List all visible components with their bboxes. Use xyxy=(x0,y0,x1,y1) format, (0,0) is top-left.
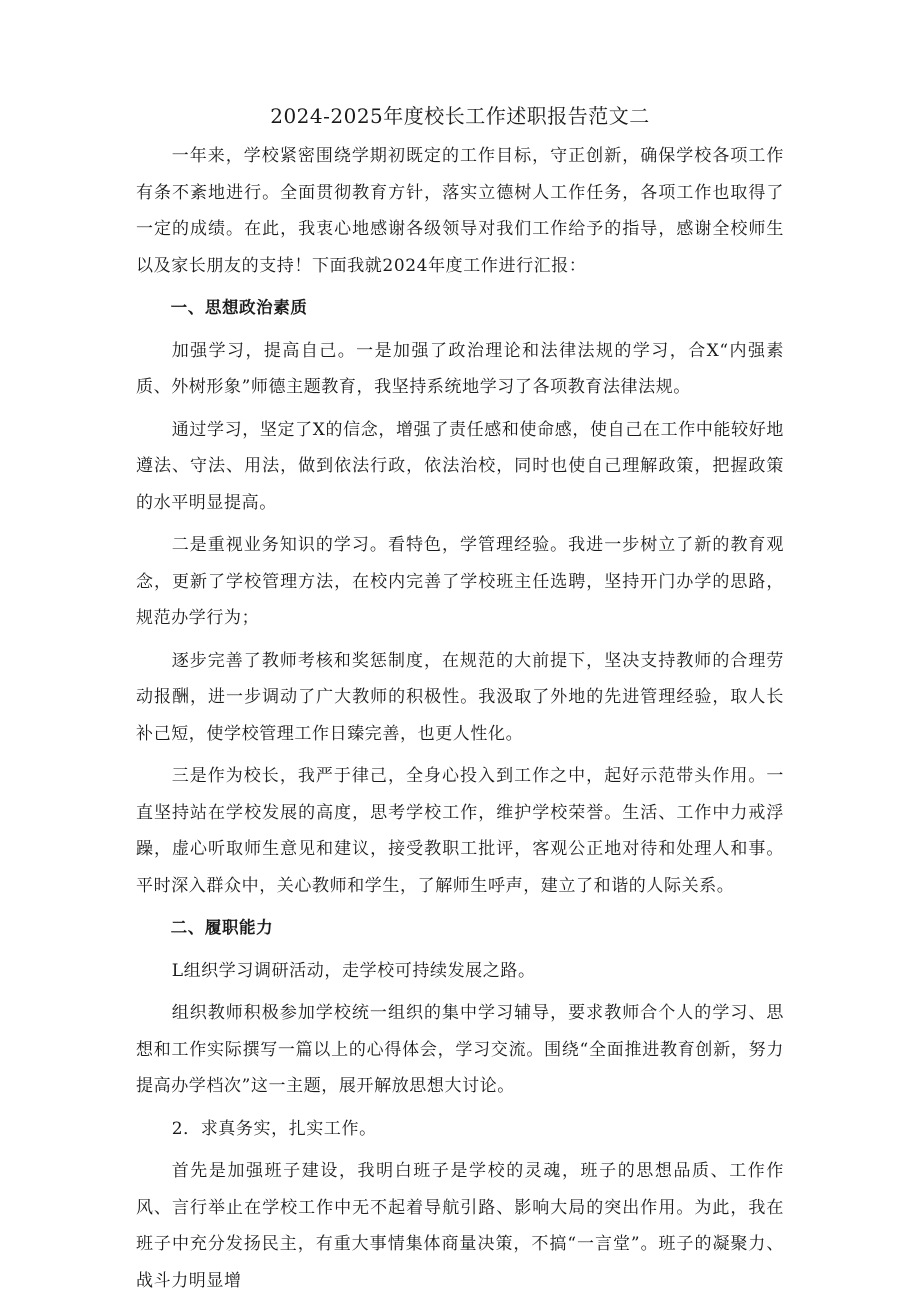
body-paragraph: 首先是加强班子建设，我明白班子是学校的灵魂，班子的思想品质、工作作风、言行举止在学校工作中无不起着导航引路、影响大局的突出作用。为此，我在班子中充分发扬民主，有重大事情集体商量决策，不搞“一言堂”。班子的凝聚力、战斗力明显增 xyxy=(136,1161,784,1291)
intro-paragraph: 一年来，学校紧密围绕学期初既定的工作目标，守正创新，确保学校各项工作有条不紊地进行。全面贯彻教育方针，落实立德树人工作任务，各项工作也取得了一定的成绩。在此，我衷心地感谢各级领导对我们工作给予的指导，感谢全校师生以及家长朋友的支持！下面我就2024年度工作进行汇报： xyxy=(136,146,784,276)
body-paragraph: 逐步完善了教师考核和奖惩制度，在规范的大前提下，坚决支持教师的合理劳动报酬，进一步调动了广大教师的积极性。我汲取了外地的先进管理经验，取人长补己短，使学校管理工作日臻完善，也更人性化。 xyxy=(136,650,784,744)
section-heading-political: 一、思想政治素质 xyxy=(170,298,308,317)
body-paragraph: 组织教师积极参加学校统一组织的集中学习辅导，要求教师合个人的学习、思想和工作实际撰写一篇以上的心得体会，学习交流。围绕“全面推进教育创新，努力提高办学档次”这一主题，展开解放思想大讨论。 xyxy=(136,1003,784,1096)
section-heading-ability: 二、履职能力 xyxy=(170,918,274,937)
body-paragraph: 加强学习，提高自己。一是加强了政治理论和法律法规的学习，合X“内强素质、外树形象”师德主题教育，我坚持系统地学习了各项教育法律法规。 xyxy=(136,340,784,397)
body-paragraph: 三是作为校长，我严于律己，全身心投入到工作之中，起好示范带头作用。一直坚持站在学校发展的高度，思考学校工作，维护学校荣誉。生活、工作中力戒浮躁，虚心听取师生意见和建议，接受教职工批评，客观公正地对待和处理人和事。平时深入群众中，关心教师和学生，了解师生呼声，建立了和谐的人际关系。 xyxy=(136,766,784,896)
body-paragraph: L组织学习调研活动，走学校可持续发展之路。 xyxy=(171,960,536,981)
body-paragraph: 通过学习，坚定了X的信念，增强了责任感和使命感，使自己在工作中能较好地遵法、守法、用法，做到依法行政，依法治校，同时也使自己理解政策，把握政策的水平明显提高。 xyxy=(136,419,784,513)
body-paragraph: 2．求真务实，扎实工作。 xyxy=(171,1118,377,1139)
document-title: 2024-2025年度校长工作述职报告范文二 xyxy=(270,104,650,128)
body-paragraph: 二是重视业务知识的学习。看特色，学管理经验。我进一步树立了新的教育观念，更新了学校管理方法，在校内完善了学校班主任选聘，坚持开门办学的思路，规范办学行为； xyxy=(136,535,784,628)
document-page xyxy=(136,98,784,1299)
